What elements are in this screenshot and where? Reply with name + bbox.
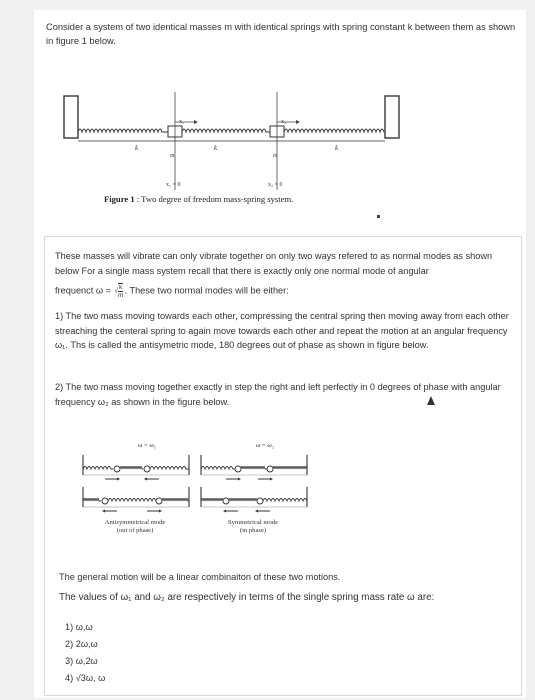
spring-label-left: k [135,144,139,152]
question-text: The values of ω₁ and ω₂ are respectively in terms of the single spring mass rate ω are: [59,592,435,603]
spring-left [78,129,168,132]
answer-option-2[interactable]: 2) 2ω,ω [65,639,98,649]
content-card [44,236,522,696]
mass-label-1: m [170,153,175,159]
item-1-paragraph: 1) The two mass moving towards each other, compressing the central spring then moving away from each other streaching the centeral spring to again move towards each other and repeat the motion at an angular frequency ω₁. Ths is called the antisymetric mode, 180 degrees out of phase as shown in figure below. [55,311,509,350]
x1-arrow-label: x₁ [179,119,185,125]
antisymmetric-mode-caption: Antisymmetrical mode (out of phase) [104,519,166,534]
stray-dot [377,215,380,218]
mass-label-2: m [273,153,278,159]
general-motion-text: The general motion will be a linear combinaiton of these two motions. [59,572,341,582]
x2-zero-label: x₂ = 0 [268,182,283,188]
item-2-paragraph: 2) The two mass moving together exactly in step the right and left perfectly in 0 degrees of phase with angular frequency ω₂ as shown in the figure below. [55,382,501,407]
right-wall [385,96,399,138]
sqrt-k-over-m: √ $\frac{k}{m}$ [114,284,124,299]
spring-right [284,129,384,132]
answer-option-4[interactable]: 4) √3ω, ω [65,673,106,683]
spring-label-right: k [335,144,339,152]
modes-paragraph: These masses will vibrate can only vibrate together on only two ways refered to as normal modes as shown below For a single mass system recall that there is exactly only one normal mode of angular [55,251,493,276]
omega-2-label: ω = ω₂ [256,442,274,449]
mouse-cursor-icon [427,396,435,405]
spring-label-middle: k [214,144,218,152]
answer-option-1[interactable]: 1) ω,ω [65,622,93,632]
question-page [34,10,526,698]
omega-1-label: ω = ω₁ [138,442,156,449]
intro-paragraph: Consider a system of two identical masses m with identical springs with spring constant k between them as shown in figure 1 below. [46,22,516,46]
left-wall [64,96,78,138]
frequency-line: frequenct ω = √ $\frac{k}{m}$ . These two normal modes will be either: [55,284,289,299]
figure-1-caption: Figure 1 : Two degree of freedom mass-spring system. [104,194,294,204]
symmetric-mode-caption: Symmetrical mode (in phase) [228,519,278,534]
x1-zero-label: x₁ = 0 [166,182,181,188]
x2-arrow-label: x₂ [281,119,287,125]
answer-option-3[interactable]: 3) ω,2ω [65,656,98,666]
spring-middle [182,129,270,132]
